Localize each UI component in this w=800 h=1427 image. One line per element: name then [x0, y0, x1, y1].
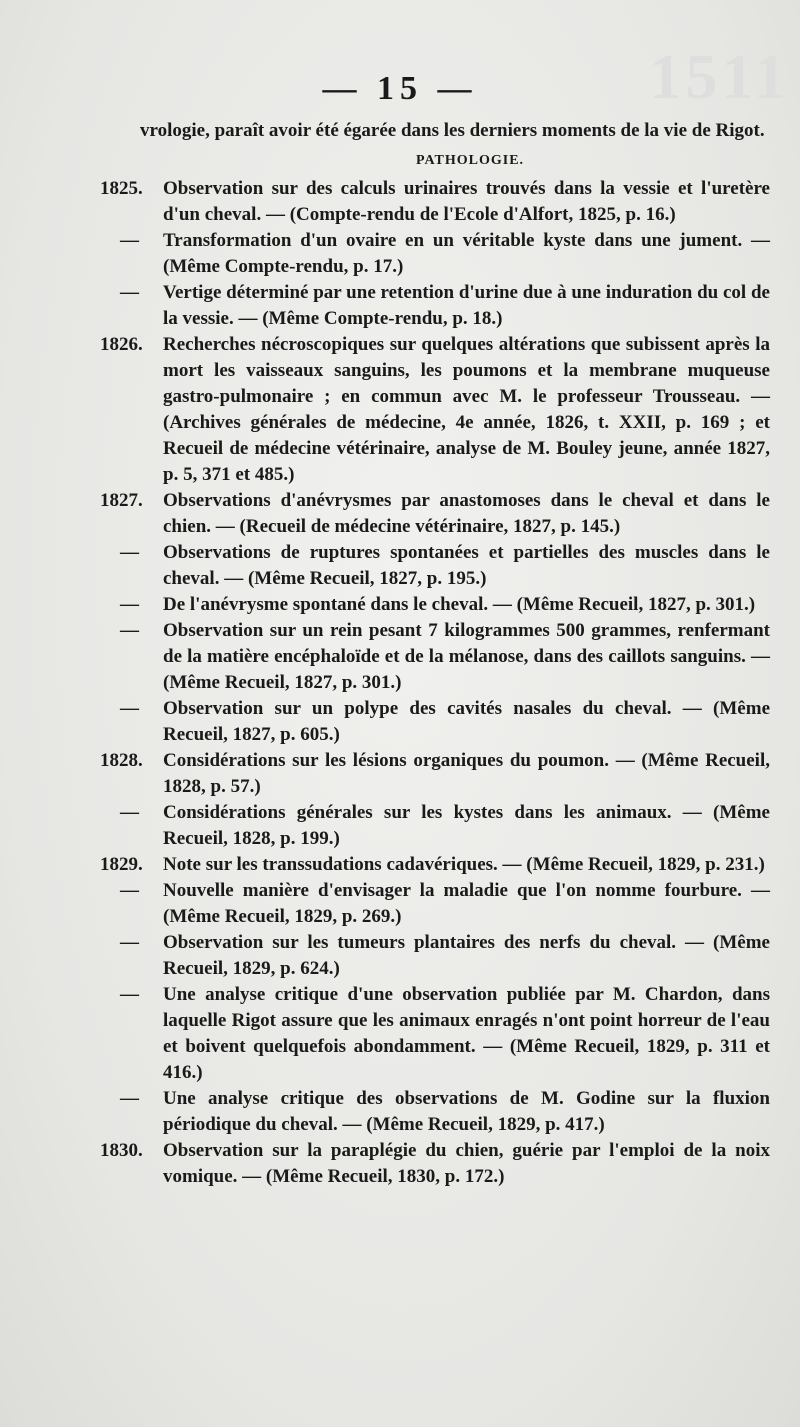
bibliography-entry: [100, 748, 770, 800]
bibliography-entry: [120, 280, 770, 332]
entry-marker: 1828.: [100, 750, 143, 771]
entry-text: Observation sur les tumeurs plantaires des nerfs du cheval. — (Même Recueil, 1829, p. 624.): [163, 932, 770, 979]
section-heading: PATHOLOGIE.: [415, 153, 525, 168]
entry-marker: —: [120, 542, 139, 563]
entry-marker: —: [120, 1088, 139, 1109]
bibliography-entry: [120, 930, 770, 982]
continuation-paragraph: vrologie, paraît avoir été égarée dans les derniers moments de la vie de Rigot.: [140, 120, 765, 141]
entry-marker: 1826.: [100, 334, 143, 355]
entry-text: Observation sur un rein pesant 7 kilogrammes 500 grammes, renfermant de la matière encéphaloïde et de la mélanose, dans des caillots sanguins. — (Même Recueil, 1827, p. 301.): [163, 620, 770, 693]
entry-marker: —: [120, 594, 139, 615]
entry-text: Considérations sur les lésions organiques du poumon. — (Même Recueil, 1828, p. 57.): [163, 750, 770, 797]
entry-marker: —: [120, 880, 139, 901]
entry-text: Une analyse critique d'une observation publiée par M. Chardon, dans laquelle Rigot assure que les animaux enragés n'ont point horreur de l'eau et boivent quelquefois abondamment. — (Même Recueil, 1829, p. 311 et 416.): [163, 984, 770, 1083]
entry-text: Vertige déterminé par une retention d'urine due à une induration du col de la vessie. — (Même Compte-rendu, p. 18.): [163, 282, 770, 329]
bibliography-entry: [120, 1086, 770, 1138]
entry-text: Considérations générales sur les kystes dans les animaux. — (Même Recueil, 1828, p. 199.): [163, 802, 770, 849]
bibliography-entry: [120, 982, 770, 1086]
entry-text: Observations d'anévrysmes par anastomoses dans le cheval et dans le chien. — (Recueil de médecine vétérinaire, 1827, p. 145.): [163, 490, 770, 537]
page-number: — 15 —: [322, 70, 478, 107]
entry-marker: 1829.: [100, 854, 143, 875]
entry-marker: 1827.: [100, 490, 143, 511]
bibliography-entry: [120, 878, 770, 930]
bibliography-entry: [100, 488, 770, 540]
entry-text: Transformation d'un ovaire en un véritable kyste dans une jument. — (Même Compte-rendu, p. 17.): [163, 230, 770, 277]
entry-text: Une analyse critique des observations de M. Godine sur la fluxion périodique du cheval. — (Même Recueil, 1829, p. 417.): [163, 1088, 770, 1135]
entry-marker: —: [120, 282, 139, 303]
bibliography-entry: [100, 1138, 770, 1190]
entry-text: Note sur les transsudations cadavériques. — (Même Recueil, 1829, p. 231.): [163, 854, 765, 875]
entry-text: Recherches nécroscopiques sur quelques altérations que subissent après la mort les vaisseaux sanguins, les poumons et la membrane muqueuse gastro-pulmonaire ; en commun avec M. le professeur Trousseau. — (Archives générales de médecine, 4e année, 1826, t. XXII, p. 169 ; et Recueil de médecine vétérinaire, analyse de M. Bouley jeune, année 1827, p. 5, 371 et 485.): [163, 334, 770, 485]
entry-marker: —: [120, 698, 139, 719]
bibliography-entry: [100, 332, 770, 488]
bibliography-entry: [120, 618, 770, 696]
entry-text: Observation sur des calculs urinaires trouvés dans la vessie et l'uretère d'un cheval. — (Compte-rendu de l'Ecole d'Alfort, 1825, p. 16.): [163, 178, 770, 225]
bibliography-entry: [120, 228, 770, 280]
entry-marker: —: [120, 984, 139, 1005]
bibliography-entry: [120, 592, 770, 618]
entry-marker: —: [120, 230, 139, 251]
entry-marker: 1830.: [100, 1140, 143, 1161]
entry-text: Nouvelle manière d'envisager la maladie que l'on nomme fourbure. — (Même Recueil, 1829, p. 269.): [163, 880, 770, 927]
entry-marker: —: [120, 802, 139, 823]
bibliography-entry: [120, 696, 770, 748]
entry-text: De l'anévrysme spontané dans le cheval. — (Même Recueil, 1827, p. 301.): [163, 594, 756, 615]
entry-text: Observation sur un polype des cavités nasales du cheval. — (Même Recueil, 1827, p. 605.): [163, 698, 770, 745]
entry-text: Observations de ruptures spontanées et partielles des muscles dans le cheval. — (Même Recueil, 1827, p. 195.): [163, 542, 770, 589]
entry-marker: —: [120, 620, 139, 641]
entry-marker: 1825.: [100, 178, 143, 199]
bibliography-entry: [120, 540, 770, 592]
page-body: [100, 118, 770, 1190]
entry-marker: —: [120, 932, 139, 953]
entry-text: Observation sur la paraplégie du chien, guérie par l'emploi de la noix vomique. — (Même Recueil, 1830, p. 172.): [163, 1140, 770, 1187]
bibliography-entry: [120, 800, 770, 852]
bleed-through: 1511: [649, 41, 790, 112]
bibliography-entry: [100, 852, 770, 878]
bibliography-entry: [100, 176, 770, 228]
